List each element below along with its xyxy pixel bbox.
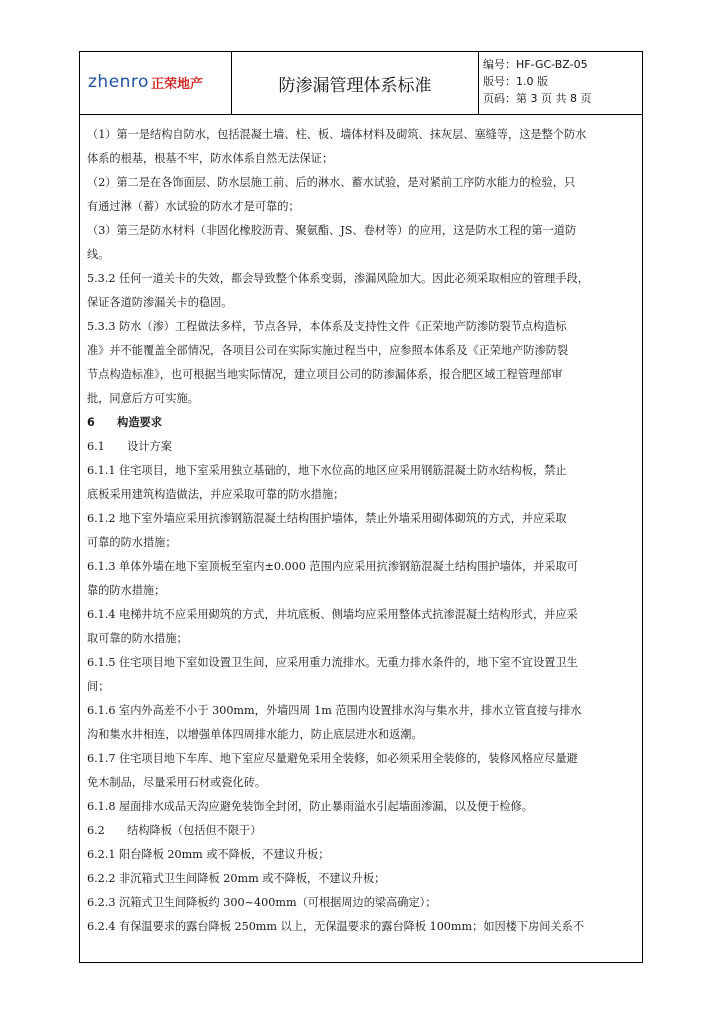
body-line: （3）第三是防水材料（非固化橡胶沥青、聚氨酯、JS、卷材等）的应用，这是防水工程的第一道防 <box>87 224 577 237</box>
body-line: 6.2.4 有保温要求的露台降板 250mm 以上，无保温要求的露台降板 100mm；如因楼下房间关系不 <box>87 920 585 933</box>
logo-chinese-text: 正荣地产 <box>150 76 203 92</box>
body-line: 6.1.1 住宅项目，地下室采用独立基础的，地下水位高的地区应采用钢筋混凝土防水结构板，禁止 <box>87 464 567 477</box>
body-line: 6.1.4 电梯井坑不应采用砌筑的方式，井坑底板、侧墙均应采用整体式抗渗混凝土结构形式，并应采 <box>87 608 578 621</box>
body-line: 批，同意后方可实施。 <box>87 392 199 405</box>
body-line: 保证各道防渗漏关卡的稳固。 <box>87 296 233 309</box>
body-line: 6.2.3 沉箱式卫生间降板约 300~400mm（可根据周边的梁高确定）； <box>87 896 437 909</box>
header-table <box>80 52 642 115</box>
body-line: 免木制品，尽量采用石材或瓷化砖。 <box>87 776 267 789</box>
body-line: （1）第一是结构自防水，包括混凝土墙、柱、板、墙体材料及砌筑、抹灰层、塞缝等，这是整个防水 <box>87 128 587 141</box>
body-line: 6.1.3 单体外墙在地下室顶板至室内±0.000 范围内应采用抗渗钢筋混凝土结构围护墙体，并采取可 <box>87 560 578 573</box>
body-line: 5.3.3 防水（渗）工程做法多样，节点各异，本体系及支持性文件《正荣地产防渗防裂节点构造标 <box>87 320 567 333</box>
body-line: 底板采用建筑构造做法，并应采取可靠的防水措施； <box>87 488 345 501</box>
body-line: （2）第二是在各饰面层、防水层施工前、后的淋水、蓄水试验，是对紧前工序防水能力的检验，只 <box>87 176 576 189</box>
body-line: 5.3.2 任何一道关卡的失效，都会导致整个体系变弱，渗漏风险加大。因此必须采取相应的管理手段， <box>87 272 589 285</box>
document-version: 版号：1.0 版 <box>483 75 548 88</box>
body-line: 线。 <box>87 248 110 261</box>
document-frame <box>79 51 643 963</box>
body-line: 6.1.6 室内外高差不小于 300mm，外墙四周 1m 范围内设置排水沟与集水井，排水立管直接与排水 <box>87 704 582 717</box>
body-line: 6.1.2 地下室外墙应采用抗渗钢筋混凝土结构围护墙体，禁止外墙采用砌体砌筑的方式，并应采取 <box>87 512 567 525</box>
body-line: 沟和集水井相连，以增强单体四周排水能力，防止底层进水和返潮。 <box>87 728 423 741</box>
body-line: 取可靠的防水措施； <box>87 632 188 645</box>
document-code: 编号：HF-GC-BZ-05 <box>483 58 588 71</box>
body-line: 可靠的防水措施； <box>87 536 177 549</box>
body-line: 6.2 结构降板（包括但不限于） <box>87 824 262 837</box>
body-line: 靠的防水措施； <box>87 584 166 597</box>
page-number: 页码：第 3 页 共 8 页 <box>483 92 592 105</box>
logo-cell <box>80 52 232 114</box>
body-line: 6.1.8 屋面排水成品天沟应避免装饰全封闭，防止暴雨溢水引起墙面渗漏，以及便于检修。 <box>87 800 533 813</box>
document-title: 防渗漏管理体系标准 <box>232 52 479 114</box>
body-line: 体系的根基，根基不牢，防水体系自然无法保证； <box>87 152 334 165</box>
body-line: 6.2.2 非沉箱式卫生间降板 20mm 或不降板，不建议升板； <box>87 872 386 885</box>
document-body <box>80 115 642 939</box>
body-line: 有通过淋（蓄）水试验的防水才是可靠的； <box>87 200 300 213</box>
body-line: 6.2.1 阳台降板 20mm 或不降板，不建议升板； <box>87 848 330 861</box>
logo-latin-text: zhenro <box>88 72 149 92</box>
zhenro-logo <box>88 72 203 92</box>
body-line: 6.1.7 住宅项目地下车库、地下室应尽量避免采用全装修，如必须采用全装修的，装修风格应尽量避 <box>87 752 578 765</box>
body-line: 6.1 设计方案 <box>87 440 172 453</box>
body-line: 间； <box>87 680 110 693</box>
body-line: 6 构造要求 <box>87 416 162 429</box>
document-meta <box>479 56 643 107</box>
body-line: 节点构造标准》，也可根据当地实际情况，建立项目公司的防渗漏体系，报合肥区域工程管理部审 <box>87 368 563 381</box>
body-line: 准》并不能覆盖全部情况，各项目公司在实际实施过程当中，应参照本体系及《正荣地产防渗防裂 <box>87 344 569 357</box>
body-line: 6.1.5 住宅项目地下室如设置卫生间，应采用重力流排水。无重力排水条件的，地下室不宜设置卫生 <box>87 656 578 669</box>
